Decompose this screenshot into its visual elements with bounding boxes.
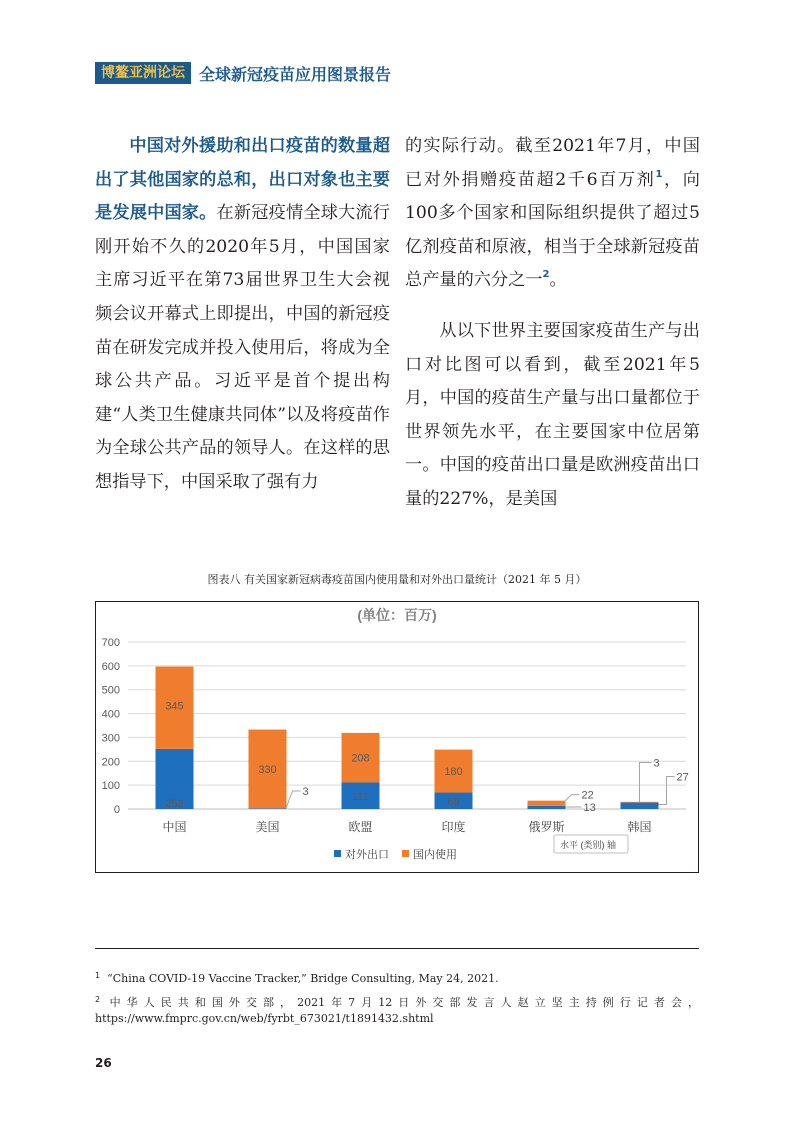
legend-label: 对外出口	[345, 849, 389, 861]
bar-export	[528, 806, 566, 809]
data-label-export: 252	[165, 797, 184, 810]
footnote-divider	[95, 948, 699, 949]
footnote-2	[95, 995, 699, 1027]
figure-caption: 图表八 有关国家新冠病毒疫苗国内使用量和对外出口量统计（2021 年 5 月）	[207, 573, 587, 586]
x-tick-label: 韩国	[627, 820, 652, 834]
report-title: 全球新冠疫苗应用图景报告	[199, 64, 392, 84]
footnote-number: 2	[95, 995, 101, 1004]
data-label-export: 69	[447, 795, 460, 808]
data-label-domestic: 180	[444, 766, 463, 779]
x-tick-label: 美国	[255, 820, 280, 834]
chart-unit-label: (单位：百万)	[357, 607, 437, 623]
x-tick-label: 欧盟	[348, 820, 373, 834]
body-text: 的实际行动。截至2021年7月，中国已对外捐赠疫苗超2千6百万剂	[405, 136, 700, 190]
data-label-domestic: 345	[165, 700, 184, 713]
leader-line	[640, 763, 652, 803]
y-tick-label: 200	[101, 756, 120, 769]
data-label-domestic: 330	[258, 763, 277, 776]
x-tick-label: 俄罗斯	[528, 820, 565, 834]
chart-svg	[96, 602, 698, 872]
body-text: 在新冠疫情全球大流行刚开始不久的2020年5月，中国国家主席习近平在第73届世界卫生大会视频会议开幕式上即提出，中国的新冠疫苗在研发完成并投入使用后，将成为全球公共产品。习近平是首个提出构建“人类卫生健康共同体”以及将疫苗作为全球公共产品的领导人。在这样的思想指导下，中国采取了强有力	[95, 203, 390, 492]
data-label-domestic: 208	[351, 752, 370, 765]
y-tick-label: 300	[101, 732, 120, 745]
footnote-ref-1[interactable]: 1	[655, 168, 663, 180]
y-tick-label: 600	[101, 660, 120, 673]
forum-tag: 博鳌亚洲论坛	[95, 62, 191, 84]
right-paragraph-2: 从以下世界主要国家疫苗生产与出口对比图可以看到，截至2021年5月，中国的疫苗生产量与出口量都位于世界领先水平，在主要国家中位居第一。中国的疫苗出口量是欧洲疫苗出口量的227%，是美国	[405, 320, 700, 509]
footnote-text: 中华人民共和国外交部，2021年7月12日外交部发言人赵立坚主持例行记者会，https://www.fmprc.gov.cn/web/fyrbt_673021/t1891432.shtml	[95, 996, 699, 1025]
legend-label: 国内使用	[413, 849, 457, 861]
x-tick-label: 印度	[441, 820, 466, 834]
x-tick-label: 中国	[162, 820, 187, 834]
data-label-domestic: 22	[581, 789, 594, 802]
y-tick-label: 700	[101, 637, 120, 649]
left-paragraph	[95, 130, 390, 500]
right-column	[405, 130, 700, 517]
bar-domestic	[528, 801, 566, 806]
right-paragraph-1	[405, 130, 700, 298]
report-header	[95, 62, 391, 84]
tooltip-text: 水平 (类别) 轴	[560, 840, 616, 850]
emphasis-text: 中国对外援助和出口疫苗的数量超出了其他国家的总和，出口对象也主要是发展中国家。	[95, 136, 390, 224]
data-label-export: 3	[302, 786, 309, 798]
bar-export	[621, 803, 659, 809]
left-column	[95, 130, 390, 500]
data-label-export: 13	[583, 802, 596, 814]
legend-swatch	[402, 850, 409, 857]
bar-export	[249, 808, 287, 809]
footnote-text: “China COVID-19 Vaccine Tracker,” Bridge Consulting, May 24, 2021.	[107, 972, 499, 985]
data-label-export: 111	[352, 790, 369, 803]
body-text: ，向100多个国家和国际组织提供了超过5亿剂疫苗和原液，相当于全球新冠疫苗总产量的六分之一	[405, 169, 700, 291]
y-tick-label: 400	[101, 708, 120, 721]
footnote-1	[95, 971, 699, 987]
leader-line	[566, 795, 580, 801]
leader-line	[659, 777, 675, 805]
vaccine-chart	[95, 601, 699, 873]
leader-line	[287, 791, 301, 807]
y-tick-label: 0	[113, 804, 120, 816]
legend-swatch	[334, 850, 341, 857]
y-tick-label: 100	[101, 780, 120, 793]
data-label-domestic: 3	[653, 757, 660, 770]
page-number: 26	[95, 1056, 112, 1070]
y-tick-label: 500	[101, 684, 120, 697]
footnote-number: 1	[95, 971, 101, 980]
footnote-ref-2[interactable]: 2	[542, 269, 550, 281]
body-text: 。	[549, 270, 567, 291]
data-label-export: 27	[676, 771, 689, 784]
